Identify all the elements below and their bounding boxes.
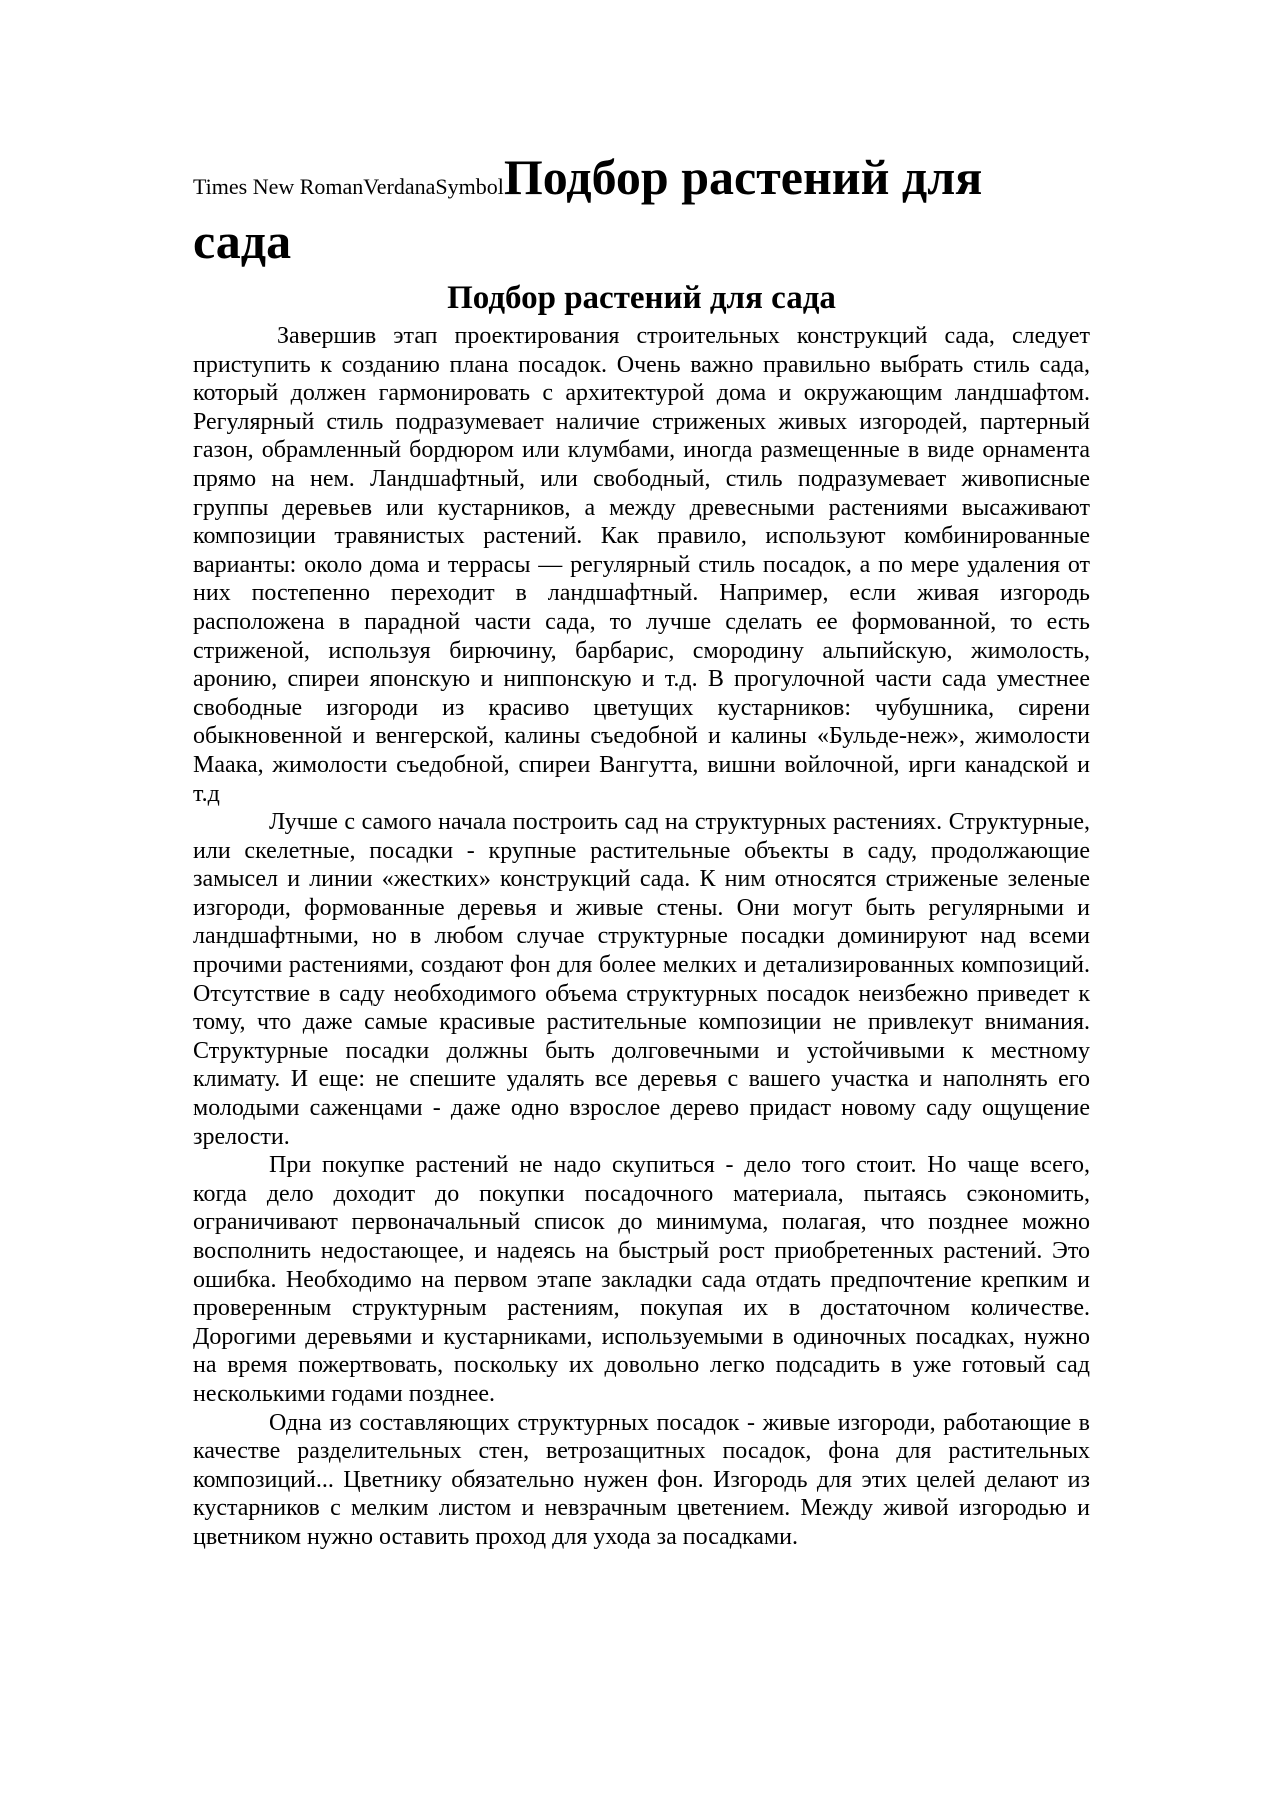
paragraph-4: Одна из составляющих структурных посадок - живые изгороди, работающие в качестве разделительных стен, ветрозащитных посадок, фона для растительных композиций... Цветнику обязательно нужен фон. Изгородь для этих целей делают из кустарников с мелким листом и невзрачным цветением. Между живой изгородью и цветником нужно оставить проход для ухода за посадками. <box>193 1409 1090 1550</box>
document-page <box>193 150 1090 1552</box>
article-heading: Подбор растений для сада <box>447 280 836 316</box>
font-list-text: Times New RomanVerdanaSymbol <box>193 174 504 199</box>
paragraph-2: Лучше с самого начала построить сад на структурных растениях. Структурные, или скелетные, посадки - крупные растительные объекты в саду, продолжающие замысел и линии «жестких» конструкций сада. К ним относятся стриженые зеленые изгороди, формованные деревья и живые стены. Они могут быть регулярными и ландшафтными, но в любом случае структурные посадки доминируют над всеми прочими растениями, создают фон для более мелких и детализированных композиций. Отсутствие в саду необходимого объема структурных посадок неизбежно приведет к тому, что даже самые красивые растительные композиции не привлекут внимания. Структурные посадки должны быть долговечными и устойчивыми к местному климату. И еще: не спешите удалять все деревья с вашего участка и наполнять его молодыми саженцами - даже одно взрослое дерево придаст новому саду ощущение зрелости. <box>193 809 1090 1150</box>
paragraph-1: Завершив этап проектирования строительных конструкций сада, следует приступить к созданию плана посадок. Очень важно правильно выбрать стиль сада, который должен гармонировать с архитектурой дома и окружающим ландшафтом. Регулярный стиль подразумевает наличие стриженых живых изгородей, партерный газон, обрамленный бордюром или клумбами, иногда размещенные в виде орнамента прямо на нем. Ландшафтный, или свободный, стиль подразумевает живописные группы деревьев или кустарников, а между древесными растениями высаживают композиции травянистых растений. Как правило, используют комбинированные варианты: около дома и террасы — регулярный стиль посадок, а по мере удаления от них постепенно переходит в ландшафтный. Например, если живая изгородь расположена в парадной части сада, то лучше сделать ее формованной, то есть стриженой, используя бирючину, барбарис, смородину альпийскую, жимолость, аронию, спиреи японскую и ниппонскую и т.д. В прогулочной части сада уместнее свободные изгороди из красиво цветущих кустарников: чубушника, сирени обыкновенной и венгерской, калины съедобной и калины «Бульде-неж», жимолости Маака, жимолости съедобной, спиреи Вангутта, вишни войлочной, ирги канадской и т.д <box>193 323 1090 807</box>
document-title-text: Подбор растений для сада <box>193 149 983 269</box>
paragraph-3: При покупке растений не надо скупиться - дело того стоит. Но чаще всего, когда дело доходит до покупки посадочного материала, пытаясь сэкономить, ограничивают первоначальный список до минимума, полагая, что позднее можно восполнить недостающее, и надеясь на быстрый рост приобретенных растений. Это ошибка. Необходимо на первом этапе закладки сада отдать предпочтение крепким и проверенным структурным растениям, покупая их в достаточном количестве. Дорогими деревьями и кустарниками, используемыми в одиночных посадках, нужно на время пожертвовать, поскольку их довольно легко подсадить в уже готовый сад несколькими годами позднее. <box>193 1152 1090 1407</box>
document-title <box>193 150 1090 268</box>
